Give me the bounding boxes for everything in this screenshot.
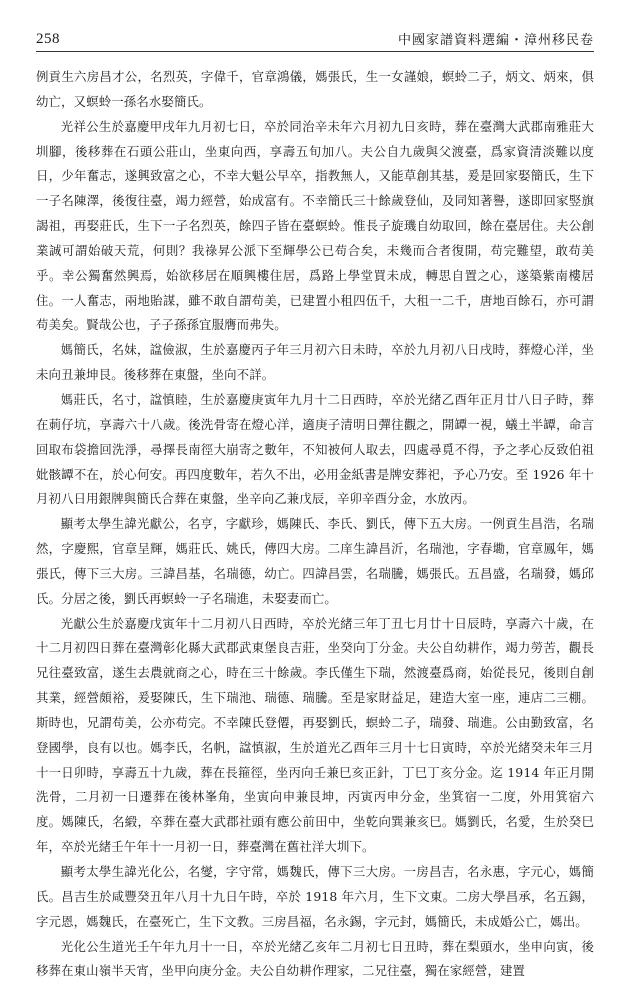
paragraph-4: 媽莊氏，名寸，諡慎睦，生於嘉慶庚寅年九月十二日西時，卒於光緒乙酉年正月廿八日子時，葬在莿仔坑，享壽六十八歲。後洗骨寄在燈心洋，適庚子清明日彈往觀之，開罈一視，蟻土半罈，命言回取布袋擔回洗淨，尋擇長南徑大崩寄之數年，不知被何人取去，四處尋覓不得，予之孝心反致伯祖妣骸罈不在，於心何安。再四度數年，若久不出，必用金紙書是牌安葬祀，予心乃安。至 1926 年十月初八日用銀牌與簡氏合葬在東盤，坐辛向乙兼戊辰，辛卯辛酉分金，水放丙。: [36, 391, 594, 507]
paragraph-1: 例貢生六房昌才公，名烈英，字偉千，官章鴻儀，媽張氏，生一女謹娘，螟蛉二子，炳文、炳來，俱幼亡，又螟蛉一孫名水娶簡氏。: [36, 69, 594, 109]
paragraph-6: 光獻公生於嘉慶戊寅年十二月初八日西時，卒於光緒三年丁丑七月廿十日辰時，享壽六十歲，在十二月初四日葬在臺灣彰化縣大武郡武東堡良吉莊，坐癸向丁分金。夫公自幼耕作，竭力勞苦，觀長兄往臺致富，遂生去農就商之心，時在三十餘歲。李氏僅生下瑞，然渡臺爲商，始從長兄，後則自創其業，經營頗裕，爰娶陳氏，生下瑞池、瑞德、瑞騰。至是家財益足，建造大室一座，連店二三棚。斯時也，兄謂苟美，公亦苟完。不幸陳氏登僊，再娶劉氏，螟蛉二子，瑞發、瑞進。公由勤致富，名登國學，良有以也。媽李氏，名帆，諡慎淑，生於道光乙酉年三月十七日寅時，卒於光緒癸未年三月十一日卯時，享壽五十九歲，葬在長箍徑，坐丙向壬兼巳亥正針，丁巳丁亥分金。迄 1914 年正月開洗骨，二月初一日遷葬在後林峯角，坐寅向申兼艮坤，丙寅丙申分金，坐箕宿一二度，外用箕宿六度。媽陳氏，名緞，卒葬在臺大武郡社頭有應公前田中，坐乾向巽兼亥巳。媽劉氏，名愛，生於癸巳年，卒於光緒壬午年十一月初一日，葬臺灣在舊社洋大圳下。: [36, 615, 594, 855]
paragraph-3: 媽簡氏，名妹，諡儉淑，生於嘉慶丙子年三月初六日未時，卒於九月初八日戌時，葬燈心洋，坐未向丑兼坤艮。後移葬在東盤，坐向不詳。: [36, 342, 594, 383]
paragraph-5: 顯考太學生諱光獻公，名亨，字獻珍，媽陳氏、李氏、劉氏，傳下五大房。一例貢生昌浩，名瑞然，字慶熙，官章呈輝，媽莊氏、姚氏，傳四大房。二庠生諱昌沂，名瑞池，字春墈，官章鳳年，媽張氏，傳下三大房。三諱昌基，名瑞德，幼亡。四諱昌雲，名瑞騰，媽張氏。五昌盛，名瑞發，媽邱氏。分居之後，劉氏再螟蛉一子名瑞進，未娶妻而亡。: [36, 516, 594, 606]
running-title: 中國家譜資料選編・漳州移民卷: [397, 33, 594, 48]
page-header: [36, 26, 594, 52]
paragraph-7: 顯考太學生諱光化公，名燮，字守常，媽魏氏，傳下三大房。一房昌吉，名永惠，字元心，媽簡氏。昌吉生於咸豐癸丑年八月十九日午時，卒於 1918 年六月，生下文東。二房大學昌承，名五錫，字元恩，媽魏氏，在臺死亡，生下文教。三房昌福，名永錫，字元封，媽簡氏，未成婚公亡，媽出。: [36, 864, 594, 929]
paragraph-8: 光化公生道光壬午年九月十一日，卒於光緒乙亥年二月初七日丑時，葬在梨頭水，坐申向寅，後移葬在東山嶺半天宵，坐甲向庚分金。夫公自幼耕作理家，二兄往臺，獨在家經營，建置: [36, 938, 594, 979]
page-body: [36, 65, 594, 984]
page-number: 258: [36, 31, 60, 47]
paragraph-2: 光祥公生於嘉慶甲戌年九月初七日，卒於同治辛未年六月初九日亥時，葬在臺灣大武郡南雅莊大圳腳，後移葬在石頭公莊山，坐東向西，享壽五旬加八。夫公自九歲與父渡臺，爲家資清淡難以度日，少年奮志，遂興致富之心，不幸大魁公早卒，指教無人，又能草創其基，爰是回家娶簡氏，生下一子名陳澤，後復往臺，竭力經營，始成富有。不幸簡氏三十餘歲登仙，及同知著譽，遂即回家竪旗謁祖，再娶莊氏，生下一子名烈英，餘四子皆在臺螟蛉。惟長子旋璣自幼取回，餘在臺居住。夫公創業誠可謂始破天荒，何則？我祿昇公派下至輝學公已苟合矣，未幾而合者復開，苟完難望，敢苟美乎。幸公獨奮然興焉，始欲移居在順興樓住居，爲路上學堂買未成，轉思自置之心，遂築紫南樓居住。一人奮志，兩地貽謀，雖不敢自謂苟美，已建置小租四伍千，大租一二千，唐地百餘石，亦可謂苟美矣。賢哉公也，子子孫孫宜服膺而弗失。: [36, 118, 594, 333]
